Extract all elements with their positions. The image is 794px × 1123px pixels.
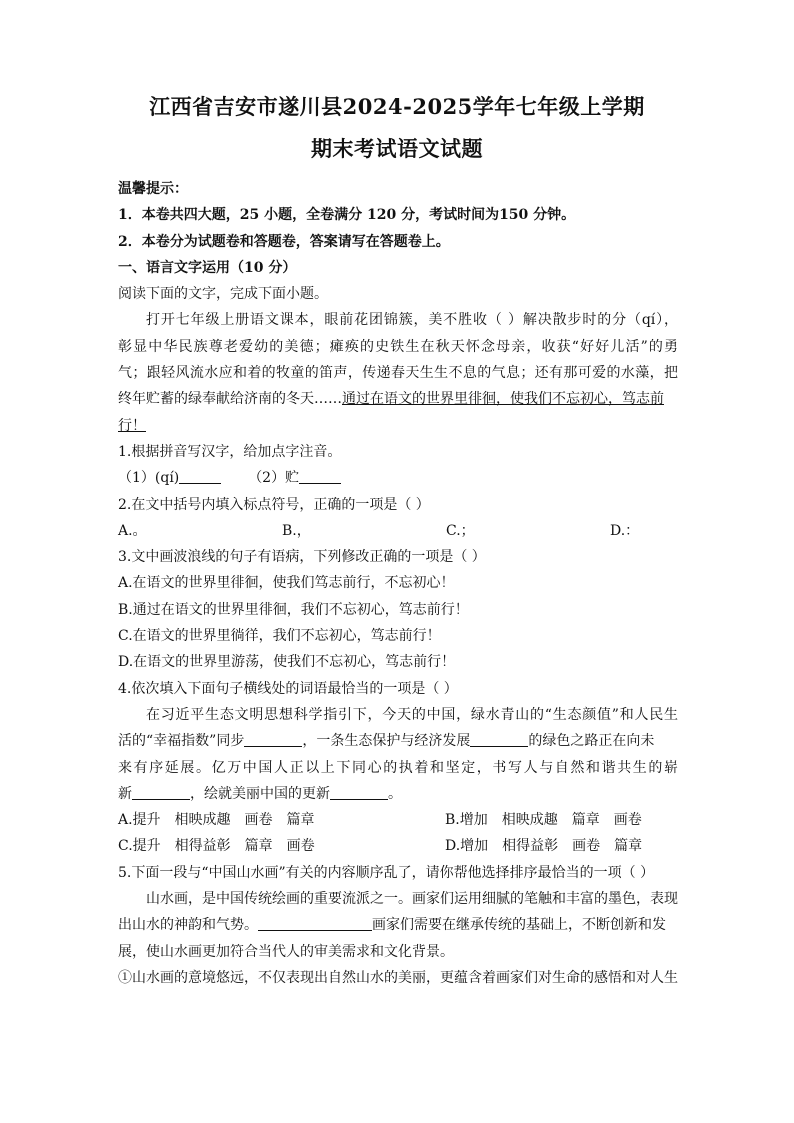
q3-option-c[interactable]: C.在语文的世界里徜徉，我们不忘初心，笃志前行！	[118, 628, 441, 645]
q4-options-row-2	[118, 833, 678, 859]
answer-blank[interactable]	[330, 783, 388, 800]
q5-text-line-2	[118, 912, 678, 938]
q2-option-d[interactable]: D.：	[610, 522, 640, 539]
wavy-underlined-sentence: 通过在语文的世界里徘徊，使我们不忘初心，笃志前	[342, 391, 664, 408]
q3-option-d[interactable]: D.在语文的世界里游荡，使我们不忘初心，笃志前行！	[118, 654, 456, 671]
q2-option-b[interactable]: B.，	[282, 522, 311, 539]
q4-text: ，绘就美丽中国的更新	[190, 785, 330, 802]
answer-blank[interactable]	[470, 730, 528, 747]
q4-text: 的绿色之路正在向未	[528, 733, 655, 750]
q3-option-b[interactable]: B.通过在语文的世界里徘徊，我们不忘初心，笃志前行！	[118, 601, 469, 618]
passage-text: 终年贮蓄的绿奉献给济南的冬天……	[118, 391, 342, 408]
question-1-stem: 1.根据拼音写汉字，给加点字注音。	[118, 443, 342, 460]
exam-body	[118, 176, 678, 991]
page-subtitle: 期末考试语文试题	[311, 136, 483, 161]
section-1-intro: 阅读下面的文字，完成下面小题。	[118, 286, 328, 303]
notice-heading: 温馨提示：	[118, 181, 188, 197]
answer-blank[interactable]	[258, 914, 372, 931]
q3-option-a[interactable]: A.在语文的世界里徘徊，使我们笃志前行，不忘初心！	[118, 575, 455, 592]
q4-text-line-1: 在习近平生态文明思想科学指引下，今天的中国，绿水青山的“生态颜值”和人民生	[146, 706, 678, 723]
q4-option-a[interactable]: A.提升 相映成趣 画卷 篇章	[118, 812, 315, 829]
q4-text: 。	[388, 785, 402, 802]
answer-blank[interactable]	[179, 467, 221, 484]
q5-text: 画家们需要在继承传统的基础上，不断创新和发	[372, 917, 666, 934]
q4-options-row-1	[118, 807, 678, 833]
q5-text-line-4: ①山水画的意境悠远，不仅表现出自然山水的美丽，更蕴含着画家们对生命的感悟和对人生	[118, 969, 678, 986]
q4-text-line-2	[118, 728, 678, 754]
question-5-stem: 5.下面一段与“中国山水画”有关的内容顺序乱了，请你帮他选择排序最恰当的一项（ ）	[118, 864, 655, 881]
passage-line-5	[118, 413, 678, 439]
section-1-heading: 一、语言文字运用（10 分）	[118, 259, 297, 276]
notice-item-1: 1．本卷共四大题，25 小题，全卷满分 120 分，考试时间为150 分钟。	[118, 207, 576, 224]
q4-option-d[interactable]: D.增加 相得益彰 画卷 篇章	[445, 838, 643, 855]
question-2-stem: 2.在文中括号内填入标点符号，正确的一项是（ ）	[118, 496, 430, 513]
question-1-parts	[118, 465, 678, 491]
page-title: 江西省吉安市遂川县2024-2025学年七年级上学期	[149, 94, 645, 119]
q4-text: 活的“幸福指数”同步	[118, 733, 245, 750]
question-3-stem: 3.文中画波浪线的句子有语病，下列修改正确的一项是（ ）	[118, 549, 486, 566]
q4-text-line-3: 来有序延展。亿万中国人正以上下同心的执着和坚定，书写人与自然和谐共生的崭	[118, 759, 678, 776]
passage-line-3: 气；跟轻风流水应和着的牧童的笛声，传递春天生生不息的气息；还有那可爱的水藻，把	[118, 365, 678, 382]
notice-item-2: 2．本卷分为试题卷和答题卷，答案请写在答题卷上。	[118, 233, 450, 250]
q4-text-line-4	[118, 781, 678, 807]
q2-option-a[interactable]: A.。	[118, 522, 147, 539]
passage-line-2: 彰显中华民族尊老爱幼的美德；瘫痪的史铁生在秋天怀念母亲，收获“好好儿活”的勇	[118, 338, 678, 355]
passage-line-4	[118, 386, 678, 412]
question-2-options	[118, 518, 678, 544]
q5-text: 出山水的神韵和气势。	[118, 917, 258, 934]
q2-option-c[interactable]: C.；	[446, 522, 475, 539]
answer-blank[interactable]	[132, 783, 190, 800]
q4-option-b[interactable]: B.增加 相映成趣 篇章 画卷	[445, 812, 642, 829]
q4-option-c[interactable]: C.提升 相得益彰 篇章 画卷	[118, 838, 315, 855]
q1-part-1: （1）(qí)	[118, 470, 180, 487]
answer-blank[interactable]	[299, 467, 341, 484]
question-4-stem: 4.依次填入下面句子横线处的词语最恰当的一项是（ ）	[118, 680, 458, 697]
wavy-underlined-sentence-end: 行！	[118, 417, 146, 434]
q4-text: ，一条生态保护与经济发展	[302, 733, 471, 750]
answer-blank[interactable]	[244, 730, 302, 747]
q1-part-2: （2）贮	[248, 470, 300, 487]
q5-text-line-3: 展，使山水画更加符合当代人的审美需求和文化背景。	[118, 943, 454, 960]
q5-text-line-1: 山水画，是中国传统绘画的重要流派之一。画家们运用细腻的笔触和丰富的墨色，表现	[146, 891, 678, 908]
passage-line-1: 打开七年级上册语文课本，眼前花团锦簇，美不胜收（ ）解决散步时的分（qí），	[146, 312, 678, 329]
q4-text: 新	[118, 785, 132, 802]
